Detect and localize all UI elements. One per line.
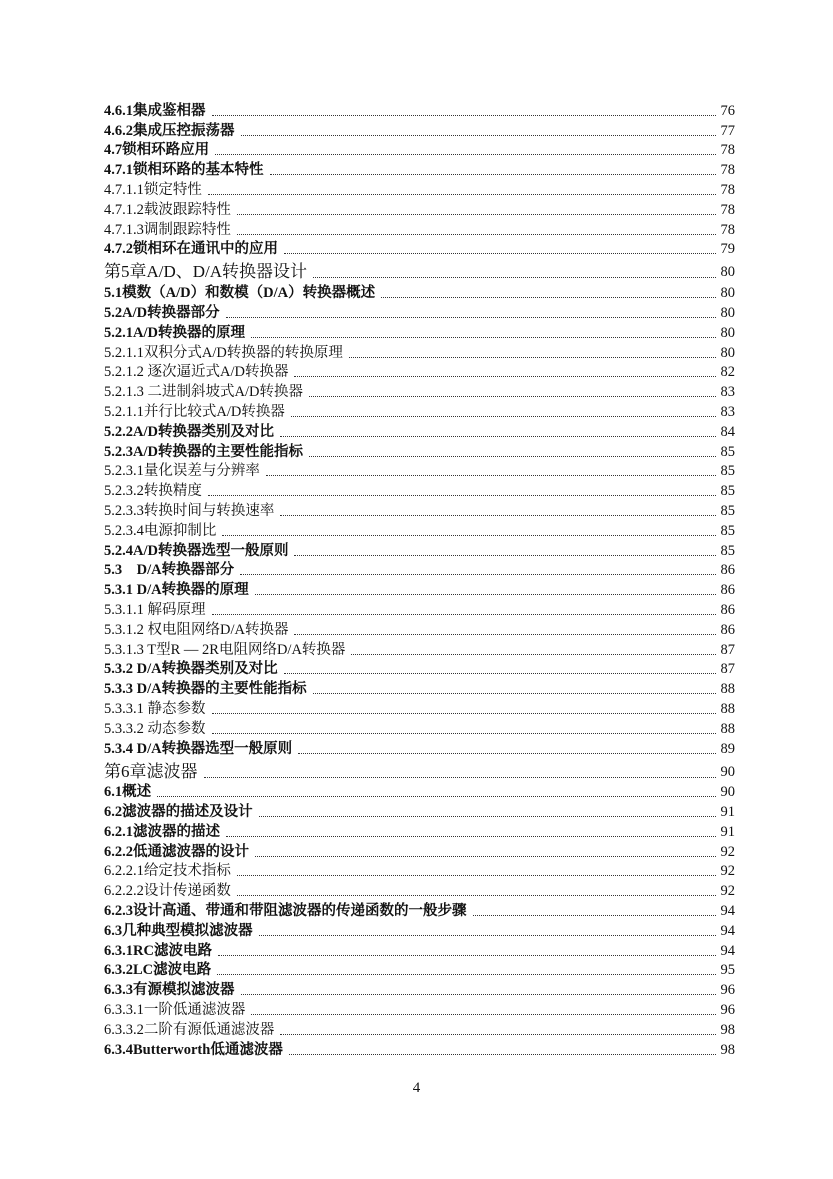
toc-dot-leader	[237, 874, 716, 876]
toc-dot-leader	[204, 776, 717, 778]
toc-dot-leader	[284, 252, 716, 254]
toc-entry[interactable]	[104, 801, 735, 821]
toc-dot-leader	[284, 672, 716, 674]
toc-entry-title: 6.3.1RC滤波电路	[104, 942, 212, 959]
toc-entry[interactable]	[104, 500, 735, 520]
toc-entry-title: 5.3.3 D/A转换器的主要性能指标	[104, 681, 307, 698]
toc-entry[interactable]	[104, 678, 735, 698]
toc-entry-page: 83	[720, 384, 735, 401]
toc-entry-page: 78	[720, 142, 735, 159]
toc-entry[interactable]	[104, 841, 735, 861]
toc-entry-page: 98	[720, 1021, 735, 1038]
toc-entry-title: 5.2.3.1量化误差与分辨率	[104, 463, 260, 480]
toc-entry[interactable]	[104, 441, 735, 461]
toc-entry-title: 6.2.2.1给定技术指标	[104, 863, 231, 880]
toc-entry-page: 86	[720, 601, 735, 618]
toc-entry-title: 5.3.3.2 动态参数	[104, 720, 206, 737]
toc-dot-leader	[226, 316, 716, 318]
page-number: 4	[412, 1080, 421, 1096]
toc-entry-title: 5.2.3A/D转换器的主要性能指标	[104, 443, 303, 460]
toc-entry-page: 83	[720, 403, 735, 420]
toc-entry-title: 5.3.2 D/A转换器类别及对比	[104, 661, 278, 678]
toc-entry-page: 95	[720, 962, 735, 979]
toc-dot-leader	[222, 534, 716, 536]
toc-entry-title: 5.2.1.2 逐次逼近式A/D转换器	[104, 364, 289, 381]
toc-dot-leader	[251, 336, 716, 338]
toc-dot-leader	[208, 193, 716, 195]
toc-entry-page: 78	[720, 201, 735, 218]
toc-entry[interactable]	[104, 342, 735, 362]
toc-entry-title: 5.2.4A/D转换器选型一般原则	[104, 542, 289, 559]
toc-entry[interactable]	[104, 120, 735, 140]
toc-entry-title: 6.3几种典型模拟滤波器	[104, 922, 253, 939]
toc-entry-title: 5.2.3.3转换时间与转换速率	[104, 502, 275, 519]
toc-entry-title: 4.6.2集成压控振荡器	[104, 122, 235, 139]
toc-entry-page: 82	[720, 364, 735, 381]
toc-entry-title: 6.3.3.1一阶低通滤波器	[104, 1002, 246, 1019]
toc-entry-title: 6.2.2.2设计传递函数	[104, 883, 231, 900]
toc-entry-page: 96	[720, 982, 735, 999]
toc-entry[interactable]	[104, 560, 735, 580]
toc-entry[interactable]	[104, 999, 735, 1019]
toc-entry-page: 88	[720, 720, 735, 737]
toc-entry-title: 5.3.4 D/A转换器选型一般原则	[104, 740, 293, 757]
toc-entry-title: 5.3.3.1 静态参数	[104, 700, 206, 717]
toc-entry-page: 80	[720, 304, 735, 321]
toc-entry-page: 90	[720, 763, 735, 780]
toc-entry[interactable]	[104, 880, 735, 900]
toc-entry-title: 5.3.1 D/A转换器的原理	[104, 582, 249, 599]
toc-entry-page: 78	[720, 162, 735, 179]
toc-entry-title: 6.3.3.2二阶有源低通滤波器	[104, 1021, 275, 1038]
toc-entry-title: 5.2.1A/D转换器的原理	[104, 324, 245, 341]
toc-entry[interactable]	[104, 302, 735, 322]
toc-entry[interactable]	[104, 782, 735, 802]
toc-dot-leader	[309, 395, 716, 397]
toc-entry-title: 第6章滤波器	[104, 761, 198, 781]
toc-entry-page: 89	[720, 740, 735, 757]
toc-dot-leader	[289, 1053, 716, 1055]
toc-dot-leader	[240, 573, 716, 575]
toc-entry[interactable]	[104, 861, 735, 881]
toc-entry-page: 90	[720, 784, 735, 801]
toc-entry-title: 4.7.1.2载波跟踪特性	[104, 201, 231, 218]
toc-entry-page: 79	[720, 241, 735, 258]
toc-dot-leader	[291, 415, 716, 417]
toc-entry[interactable]	[104, 381, 735, 401]
toc-entry-title: 6.1概述	[104, 784, 152, 801]
toc-entry-title: 5.3 D/A转换器部分	[104, 562, 235, 579]
toc-entry-page: 85	[720, 463, 735, 480]
toc-entry-page: 80	[720, 344, 735, 361]
toc-dot-leader	[381, 296, 716, 298]
toc-entry[interactable]	[104, 401, 735, 421]
toc-entry[interactable]	[104, 480, 735, 500]
toc-entry-title: 6.2.2低通滤波器的设计	[104, 843, 249, 860]
toc-entry-page: 80	[720, 285, 735, 302]
toc-entry[interactable]	[104, 821, 735, 841]
toc-entry[interactable]	[104, 900, 735, 920]
toc-entry-page: 85	[720, 522, 735, 539]
toc-dot-leader	[349, 356, 716, 358]
toc-entry-page: 76	[720, 102, 735, 119]
toc-dot-leader	[218, 954, 716, 956]
toc-entry-page: 88	[720, 700, 735, 717]
toc-dot-leader	[217, 973, 716, 975]
toc-entry-page: 87	[720, 641, 735, 658]
toc-entry-title: 4.7.1锁相环路的基本特性	[104, 162, 264, 179]
toc-entry[interactable]	[104, 639, 735, 659]
toc-entry-title: 4.7.1.1锁定特性	[104, 181, 202, 198]
toc-dot-leader	[255, 593, 716, 595]
toc-chapter-entry[interactable]	[104, 758, 735, 782]
toc-dot-leader	[241, 134, 717, 136]
toc-dot-leader	[313, 692, 716, 694]
toc-entry-page: 80	[720, 324, 735, 341]
toc-entry-page: 85	[720, 502, 735, 519]
toc-dot-leader	[215, 153, 716, 155]
toc-entry[interactable]	[104, 698, 735, 718]
toc-entry-title: 4.6.1集成鉴相器	[104, 102, 206, 119]
toc-chapter-entry[interactable]	[104, 258, 735, 282]
toc-entry[interactable]	[104, 979, 735, 999]
toc-dot-leader	[280, 514, 716, 516]
toc-entry[interactable]	[104, 540, 735, 560]
toc-entry-page: 94	[720, 922, 735, 939]
toc-entry-page: 94	[720, 942, 735, 959]
toc-entry[interactable]	[104, 219, 735, 239]
toc-dot-leader	[237, 233, 716, 235]
toc-entry-page: 85	[720, 443, 735, 460]
toc-entry-title: 5.3.1.3 T型R — 2R电阻网络D/A转换器	[104, 641, 346, 658]
toc-entry-title: 6.3.3有源模拟滤波器	[104, 982, 235, 999]
toc-entry[interactable]	[104, 362, 735, 382]
toc-entry-page: 86	[720, 582, 735, 599]
toc-entry-title: 4.7锁相环路应用	[104, 142, 210, 159]
toc-entry[interactable]	[104, 1019, 735, 1039]
toc-entry[interactable]	[104, 199, 735, 219]
toc-entry-page: 85	[720, 483, 735, 500]
toc-entry[interactable]	[104, 659, 735, 679]
toc-entry-title: 5.2.1.1双积分式A/D转换器的转换原理	[104, 344, 343, 361]
toc-entry-page: 96	[720, 1002, 735, 1019]
toc-entry[interactable]	[104, 960, 735, 980]
toc-entry[interactable]	[104, 619, 735, 639]
toc-entry-page: 91	[720, 823, 735, 840]
toc-entry[interactable]	[104, 599, 735, 619]
toc-dot-leader	[241, 993, 717, 995]
toc-entry-title: 6.3.2LC滤波电路	[104, 962, 212, 979]
toc-entry-page: 77	[720, 122, 735, 139]
toc-entry-title: 4.7.2锁相环在通讯中的应用	[104, 241, 278, 258]
toc-entry-page: 92	[720, 843, 735, 860]
toc-entry-title: 5.2.3.4电源抑制比	[104, 522, 217, 539]
toc-entry-title: 5.1模数（A/D）和数模（D/A）转换器概述	[104, 285, 376, 302]
toc-entry[interactable]	[104, 738, 735, 758]
toc-entry-title: 5.2.2A/D转换器类别及对比	[104, 423, 274, 440]
toc-dot-leader	[259, 934, 716, 936]
toc-entry[interactable]	[104, 461, 735, 481]
toc-entry-page: 85	[720, 542, 735, 559]
toc-dot-leader	[212, 114, 717, 116]
toc-entry-page: 87	[720, 661, 735, 678]
toc-entry-title: 5.2.1.1并行比较式A/D转换器	[104, 403, 285, 420]
toc-dot-leader	[237, 213, 716, 215]
toc-entry-title: 6.2滤波器的描述及设计	[104, 804, 253, 821]
toc-dot-leader	[157, 795, 716, 797]
toc-entry[interactable]	[104, 940, 735, 960]
toc-entry-title: 5.2.3.2转换精度	[104, 483, 202, 500]
toc-entry[interactable]	[104, 520, 735, 540]
toc-entry-page: 78	[720, 181, 735, 198]
toc-dot-leader	[270, 173, 717, 175]
toc-entry-page: 88	[720, 681, 735, 698]
toc-dot-leader	[212, 613, 717, 615]
toc-entry[interactable]	[104, 920, 735, 940]
toc-dot-leader	[294, 554, 716, 556]
toc-dot-leader	[351, 653, 716, 655]
toc-dot-leader	[212, 712, 717, 714]
toc-entry[interactable]	[104, 718, 735, 738]
toc-entry-title: 5.2A/D转换器部分	[104, 304, 220, 321]
toc-entry-title: 4.7.1.3调制跟踪特性	[104, 221, 231, 238]
toc-entry-title: 5.3.1.1 解码原理	[104, 601, 206, 618]
toc-entry[interactable]	[104, 179, 735, 199]
toc-entry[interactable]	[104, 421, 735, 441]
toc-entry[interactable]	[104, 322, 735, 342]
toc-entry-title: 6.2.3设计高通、带通和带阻滤波器的传递函数的一般步骤	[104, 903, 467, 920]
toc-dot-leader	[237, 894, 716, 896]
toc-entry[interactable]	[104, 140, 735, 160]
toc-entry[interactable]	[104, 159, 735, 179]
toc-dot-leader	[313, 276, 716, 278]
toc-entry-page: 91	[720, 804, 735, 821]
toc-entry-page: 94	[720, 903, 735, 920]
toc-dot-leader	[259, 815, 716, 817]
toc-entry-page: 84	[720, 423, 735, 440]
toc-entry[interactable]	[104, 100, 735, 120]
toc-dot-leader	[473, 914, 717, 916]
toc-dot-leader	[309, 455, 716, 457]
toc-dot-leader	[280, 1033, 716, 1035]
toc-dot-leader	[294, 375, 716, 377]
toc-dot-leader	[226, 835, 716, 837]
toc-entry[interactable]	[104, 579, 735, 599]
toc-entry-page: 80	[720, 264, 735, 281]
toc-entry-page: 78	[720, 221, 735, 238]
toc-entry[interactable]	[104, 239, 735, 259]
toc-entry-page: 92	[720, 863, 735, 880]
toc-dot-leader	[294, 633, 716, 635]
toc-entry-title: 6.2.1滤波器的描述	[104, 823, 220, 840]
toc-entry[interactable]	[104, 282, 735, 302]
toc-entry-page: 86	[720, 621, 735, 638]
toc-entry-page: 92	[720, 883, 735, 900]
toc-entry[interactable]	[104, 1039, 735, 1059]
toc-dot-leader	[208, 494, 716, 496]
toc-entry-page: 98	[720, 1041, 735, 1058]
toc-dot-leader	[266, 474, 716, 476]
toc-entry-page: 86	[720, 562, 735, 579]
toc-dot-leader	[280, 435, 716, 437]
toc-entry-title: 第5章A/D、D/A转换器设计	[104, 262, 308, 282]
table-of-contents	[104, 100, 735, 1059]
toc-dot-leader	[255, 855, 716, 857]
toc-dot-leader	[251, 1013, 716, 1015]
toc-dot-leader	[298, 752, 716, 754]
toc-entry-title: 5.3.1.2 权电阻网络D/A转换器	[104, 621, 289, 638]
toc-dot-leader	[212, 732, 717, 734]
toc-entry-title: 5.2.1.3 二进制斜坡式A/D转换器	[104, 384, 303, 401]
toc-entry-title: 6.3.4Butterworth低通滤波器	[104, 1041, 283, 1058]
